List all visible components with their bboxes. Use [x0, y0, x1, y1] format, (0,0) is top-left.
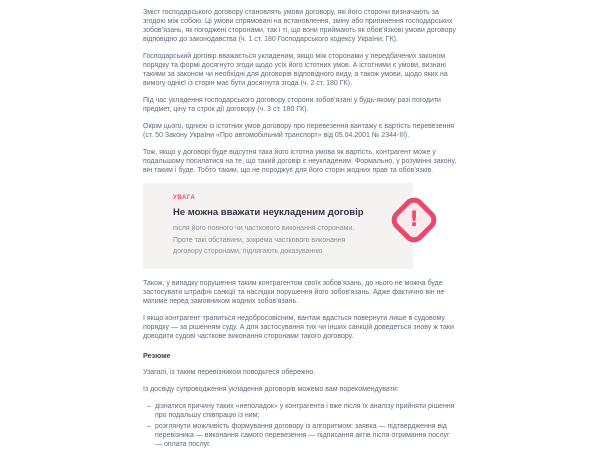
- warning-exclamation-icon: [391, 197, 437, 243]
- paragraph-missing-price: Тож, якщо у договорі буде відсутня така його істотна умова як вартість, контрагент може у подальшому посилатися на те, що такий договір є неукладеним. Формально, у розумінні закону, він таким і буде. Тобто таким, що не породжує для його сторін жодних прав та обов’язків.: [143, 149, 457, 174]
- list-dash-marker: –: [147, 402, 151, 410]
- warning-title: Не можна вважати неукладеним договір: [173, 207, 364, 218]
- paragraph-contract-concluded: Господарський договір вважається укладеним, якщо між сторонами у передбачених законом порядку та формі досягнуто згоди щодо усіх його істотних умов. А істотними є умови, визнані такими за законом чи необхідні для договорів відповідного виду, а також умови, щодо яких на вимогу однієї із сторін має бути досягнута згода (ч. 2 ст. 180 ГК).: [143, 53, 448, 87]
- list-item-text: розглянути можливість формування договору із алгоритмом: заявка — підтвердження від перевізника — виконання самого перевезення — підписання актів після отримання послуг — оплата послуг.: [155, 422, 450, 448]
- warning-body-text: після його повного чи часткового виконання сторонами. Проте такі обставини, зокрема часткового виконання договору сторонами, підлягають доказуванню: [173, 225, 355, 255]
- list-item: [143, 402, 458, 420]
- recommendations-list: [143, 402, 458, 449]
- paragraph-no-sanctions: Також, у випадку порушення таким контрагентом своїх зобов’язань, до нього не можна буде застосувати штрафні санкції та наслідки порушення його зобов’язань. Адже фактично він не матиме перед замовником жодних зобов’язань.: [143, 279, 445, 305]
- list-item: [143, 422, 458, 449]
- paragraph-contract-content: Зміст господарського договору становлять умови договору, які його сторони визначають за згодою між собою. Ці умови спрямовані на встановлення, зміну або припинення господарських зобов’язань, як погоджені сторонами, так і ті, що вони приймають як обов’язкові умови договору відповідно до законодавства (ч. 1 ст. 180 Господарського кодексу України; ГК).: [143, 9, 456, 43]
- article-body: [143, 8, 458, 451]
- paragraph-court-order: І якщо контрагент трапиться недобросовісним, вантаж вдасться повернути лише в судовому порядку — за рішенням суду. А для застосування тих чи інших санкцій доведеться знову ж таки доводити судові часткове виконання сторонами такого договору.: [143, 314, 454, 340]
- warning-label: УВАГА: [173, 195, 196, 201]
- resume-heading: Резюме: [143, 350, 171, 360]
- paragraph-be-careful: Узагалі, із таким перевізником поводьтеся обережно.: [143, 368, 316, 376]
- paragraph-transport-law: Окрім цього, однією із істотних умов договору про перевезення вантажу є вартість перевезення (ст. 50 Закону України «Про автомобільний транспорт» від 05.04.2001 № 2344-ІІІ).: [143, 123, 455, 139]
- list-dash-marker: –: [147, 422, 151, 430]
- list-item-text: дізнатися причину таких «неполадок» у контрагента і вже після їх аналізу прийняти рішення про подальшу співпрацю із ним;: [155, 402, 455, 419]
- paragraph-subject-price-term: Під час укладення господарського договору сторони зобов’язані у будь-якому разі погодити предмет, ціну та строк дії договору (ч. 3 ст. 180 ГК).: [143, 97, 441, 113]
- warning-callout: [143, 183, 419, 269]
- exclamation-glyph: !: [409, 207, 419, 231]
- paragraph-recommend-intro: Із досвіду супроводження укладення договорів можемо вам порекомендувати:: [143, 385, 399, 393]
